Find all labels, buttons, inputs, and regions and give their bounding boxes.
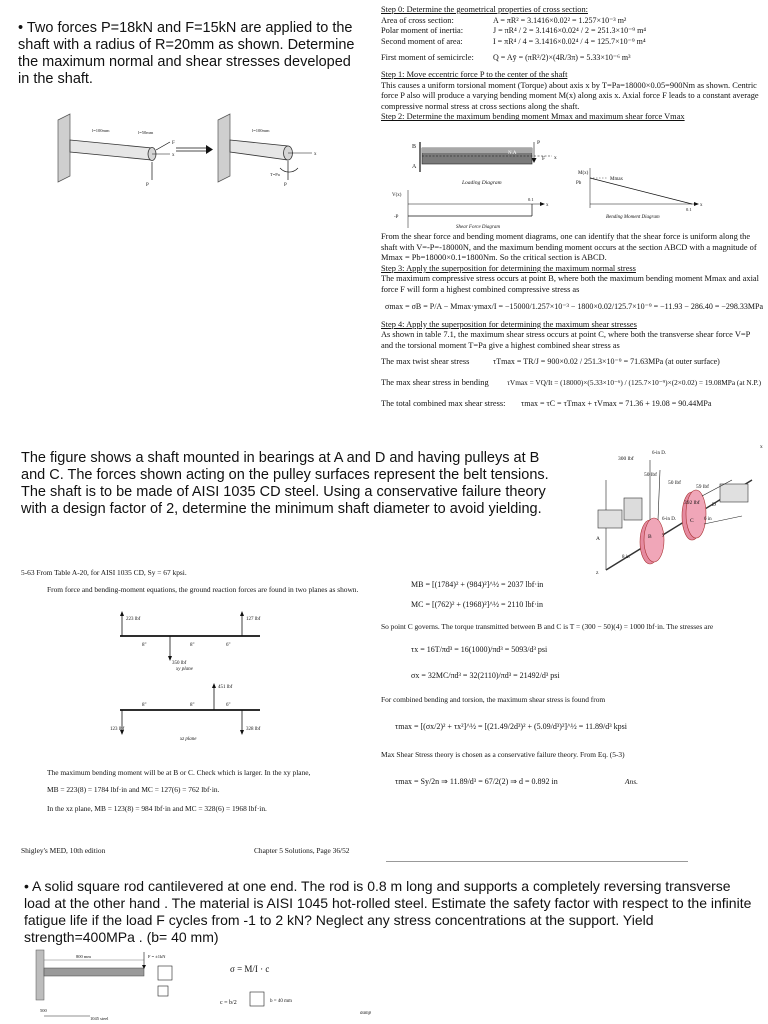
xy-d8b: 8" [190, 643, 195, 648]
solution2-right [381, 580, 721, 787]
sol2-theory: Max Shear Stress theory is chosen as a conservative failure theory. From Eq. (5-3) [381, 750, 625, 759]
solution1 [381, 5, 763, 123]
step1-heading: Step 1: Move eccentric force P to the center of the shaft [381, 69, 568, 79]
sol2-tmax: τmax = [(σx/2)² + τx²]^½ = [(21.49/2d³)² + (5.09/d³)²]^½ = 11.89/d³ kpsi [395, 722, 627, 731]
sol2-final: τmax = Sy/2n ⇒ 11.89/d³ = 67/2(2) ⇒ d = 0.892 in [395, 777, 558, 786]
xz-d8b: 8" [190, 703, 195, 708]
xz-f451: 451 lbf [218, 685, 233, 690]
fig2-f392: 392 lbf [684, 500, 700, 506]
diag-f: F [542, 156, 546, 162]
prop-row-polar [381, 26, 763, 37]
sol2-header: 5-63 From Table A-20, for AISI 1035 CD, Sy = 67 kpsi. [21, 568, 187, 577]
prop-second-value: I = πR⁴ / 4 = 3.1416×0.02⁴ / 4 = 125.7×10⁻⁹ m⁴ [493, 36, 646, 46]
step4-text: As shown in table 7.1, the maximum shear stress occurs at point C, where both the transverse shear force V=P and the torsional moment T=Pa give a highest combined shear stress as [381, 330, 750, 350]
step0-heading: Step 0: Determine the geometrical properties of cross section: [381, 5, 588, 14]
xy-plane: xy plane [176, 667, 193, 672]
total-shear-label: The total combined max shear stress: [381, 398, 506, 408]
diag-bending-title: Bending Moment Diagram [606, 215, 660, 220]
diag-mx: M(x) [578, 171, 589, 176]
step4-heading: Step 4: Apply the superposition for determining the maximum shear stresses [381, 319, 637, 329]
prop-polar-label: Polar moment of inertia: [381, 26, 464, 36]
sol2-mb: MB = [(1784)² + (984)²]^½ = 2037 lbf·in [411, 580, 544, 589]
prop-area-value: A = πR² = 3.1416×0.02² = 1.257×10⁻³ m² [493, 15, 627, 25]
p3-len: 800 mm [76, 954, 91, 959]
problem2-shaft-figure [592, 440, 768, 580]
fig2-f300: 300 lbf [618, 456, 634, 462]
diag-loading-title: Loading Diagram [462, 180, 502, 186]
fig2-d6a: 6-in D. [652, 451, 667, 456]
fig1-tpa: T=Pa [270, 172, 280, 177]
p3-c: c = b/2 [220, 1000, 237, 1006]
p3-sigma: σ = M/I · c [230, 964, 270, 974]
fig1-dim2: l=50mm [138, 130, 154, 135]
diag-negp: -P [394, 215, 399, 220]
sigma-equation: σmax = σB = P/A − Mmax·ymax/I = −15000/1.257×10⁻³ − 1800×0.02/125.7×10⁻⁹ = −11.93 − 286.40 = −298.33MPa [385, 301, 764, 311]
xy-d8a: 8" [142, 643, 147, 648]
twist-label: The max twist shear stress [381, 357, 470, 367]
prop-row-second [381, 37, 763, 48]
step3-text: The maximum compressive stress occurs at point B, where both the maximum bending moment Mmax and axial force F will form a highest combined compressive stress as [381, 274, 759, 294]
p3-samp: σamp [360, 1011, 372, 1016]
step2-heading: Step 2: Determine the maximum bending moment Mmax and maximum shear force Vmax [381, 112, 685, 122]
prop-polar-value: J = πR⁴ / 2 = 3.1416×0.02⁴ / 2 = 251.3×10⁻⁹ m⁴ [493, 26, 647, 36]
total-shear-equation: τmax = τC = τTmax + τVmax = 71.36 + 19.08 = 90.44MPa [521, 398, 712, 408]
fig2-f59: 59 lbf [696, 484, 709, 490]
sol2-tau: τx = 16T/πd³ = 16(1000)/πd³ = 5093/d³ psi [411, 645, 548, 654]
xy-f350: 350 lbf [172, 661, 187, 666]
xy-f223: 223 lbf [126, 617, 141, 622]
sol2-xy-moments: MB = 223(8) = 1784 lbf·in and MC = 127(6) = 762 lbf·in. [47, 785, 220, 794]
bending-shear-equation: τVmax = VQ/It = (18000)×(5.33×10⁻⁶) / (125.7×10⁻⁹)×(2×0.02) = 19.08MPa (at N.P.) [507, 377, 762, 387]
diag-b: B [412, 144, 417, 150]
solution2-moments [47, 768, 367, 813]
fig2-b: B [648, 534, 652, 540]
diag-x3: x [700, 203, 703, 208]
fig2-d: D [712, 502, 716, 508]
diag-x2: x [546, 203, 549, 208]
twist-equation: τTmax = TR/J = 900×0.02 / 251.3×10⁻⁹ = 71.63MPa (at outer surface) [493, 357, 720, 367]
bending-shear-row [381, 378, 763, 389]
diag-shear-title: Shear Force Diagram [456, 225, 500, 230]
prop-second-label: Second moment of area: [381, 36, 463, 46]
solution2-left [21, 568, 361, 594]
problem3-text: • A solid square rod cantilevered at one end. The rod is 0.8 m long and supports a completely reversing transverse load at the other hand . The material is AISI 1045 hot-rolled steel. Estimate the safety factor with respect to the infinite fatigue life if the load F cycles from -1 to 2 kN? Neglect any stress concentrations at the support. Yield strength=400MPa . (b= 40 mm) [24, 878, 752, 945]
semicircle-label: First moment of semicircle: [381, 53, 474, 63]
diag-x1: x [554, 155, 557, 161]
diag-na: N.A [508, 151, 517, 156]
fig2-x: x [760, 444, 763, 450]
para2: From the shear force and bending moment diagrams, one can identify that the shear force is uniform along the shaft with V=-P=-18000N, and the maximum bending moment occurs at the section ABCD with a magnitude of Mmax = Pb=18000×0.1=1800Nm. So the critical section is ABCD. [381, 232, 757, 263]
prop-area-label: Area of cross section: [381, 15, 454, 25]
semicircle-value: Q = Aȳ = (πR²/2)×(4R/3π) = 5.33×10⁻⁶ m³ [493, 53, 631, 63]
xy-f127: 127 lbf [246, 617, 261, 622]
problem1-text: • Two forces P=18kN and F=15kN are applied to the shaft with a radius of R=20mm as shown. Determine the maximum normal and shear stresses developed in the shaft. [18, 20, 355, 87]
prop-row-area [381, 16, 763, 27]
p3-b40: b = 40 mm [270, 999, 292, 1004]
twist-row [381, 357, 763, 368]
total-shear-row [381, 399, 763, 410]
fig2-y: y [662, 532, 665, 538]
sol2-xz-moments: In the xz plane, MB = 123(8) = 984 lbf·in and MC = 328(6) = 1968 lbf·in. [47, 804, 267, 813]
xz-plane: xz plane [180, 737, 197, 742]
fig2-d6b: 6-in D. [662, 517, 677, 522]
fig1-dim1: l=100mm [92, 128, 110, 133]
step1-text: This causes a uniform torsional moment (Torque) about axis x by T=Pa=18000×0.05=900Nm as shown. Centric force P also will produce a varying bending moment M(x) along axis x. Axial force F leads to a constant average compressive normal stress at cross sections along the shaft. [381, 80, 759, 111]
diag-vx: V(x) [392, 193, 402, 198]
sol2-ans: Ans. [625, 777, 638, 786]
xz-f328: 328 lbf [246, 727, 261, 732]
diag-mmax: Mmax [610, 177, 624, 182]
step3-heading: Step 3: Apply the superposition for determining the maximum normal stress [381, 263, 636, 273]
problem1-shaft-figure [30, 110, 330, 190]
diag-pb: Pb [576, 181, 582, 186]
problem2-text: The figure shows a shaft mounted in bearings at A and D and having pulleys at B and C. The forces shown acting on the pulley surfaces represent the belt tensions. The shaft is to be made of AISI 1035 CD steel. Using a conservative failure theory with a design factor of 2, determine the minimum shaft diameter to avoid yielding. [21, 450, 549, 517]
p3-s500: 500 [40, 1008, 47, 1013]
xz-d6: 6" [226, 703, 231, 708]
p3-f: F = ±1kN [148, 954, 166, 959]
sol2-combined: For combined bending and torsion, the maximum shear stress is found from [381, 695, 606, 704]
fig2-z: z [596, 570, 599, 576]
sol2-sigma: σx = 32MC/πd³ = 32(2110)/πd³ = 21492/d³ psi [411, 671, 560, 680]
fig1-f: F [172, 141, 175, 146]
sol2-max-moment: The maximum bending moment will be at B or C. Check which is larger. In the xy plane, [47, 768, 311, 777]
reaction-diagrams [110, 606, 350, 756]
fig1-p: P [146, 183, 149, 188]
solution1-lower [381, 232, 763, 409]
fig2-a: A [596, 536, 600, 542]
bending-shear-label: The max shear stress in bending [381, 377, 489, 387]
diag-p: P [537, 140, 541, 146]
divider [386, 861, 688, 862]
p3-mat: 1045 steel [90, 1016, 109, 1021]
beam-diagrams [392, 138, 732, 230]
sol2-intro: From force and bending-moment equations, the ground reaction forces are found in two planes as shown. [47, 585, 359, 594]
fig1-dim3: l=100mm [252, 128, 270, 133]
xy-d6: 6" [226, 643, 231, 648]
xz-d8a: 8" [142, 703, 147, 708]
sol2-final-row [395, 777, 721, 787]
diag-tick1: 0.1 [528, 197, 534, 202]
diag-tick2: 0.1 [686, 207, 692, 212]
sol2-footer-left: Shigley's MED, 10th edition [21, 846, 106, 855]
fig1-x2: x [314, 152, 317, 157]
diag-a: A [412, 164, 417, 170]
fig1-x: x [172, 153, 175, 158]
fig1-p2: P [284, 183, 287, 188]
fig2-d8: 8 in [622, 555, 630, 560]
fig2-d6: 6 in [704, 517, 712, 522]
fig2-c: C [690, 518, 694, 524]
fig2-f50a: 50 lbf [644, 472, 657, 478]
prop-row-semicircle [381, 53, 763, 64]
sol2-mc: MC = [(762)² + (1968)²]^½ = 2110 lbf·in [411, 600, 543, 609]
fig2-f50b: 50 lbf [668, 480, 681, 486]
xz-f123: 123 lbf [110, 727, 125, 732]
sol2-governs: So point C governs. The torque transmitted between B and C is T = (300 − 50)(4) = 1000 lbf·in. The stresses are [381, 622, 714, 631]
sol2-footer-right: Chapter 5 Solutions, Page 36/52 [254, 846, 350, 855]
problem3-figure [30, 946, 390, 1024]
